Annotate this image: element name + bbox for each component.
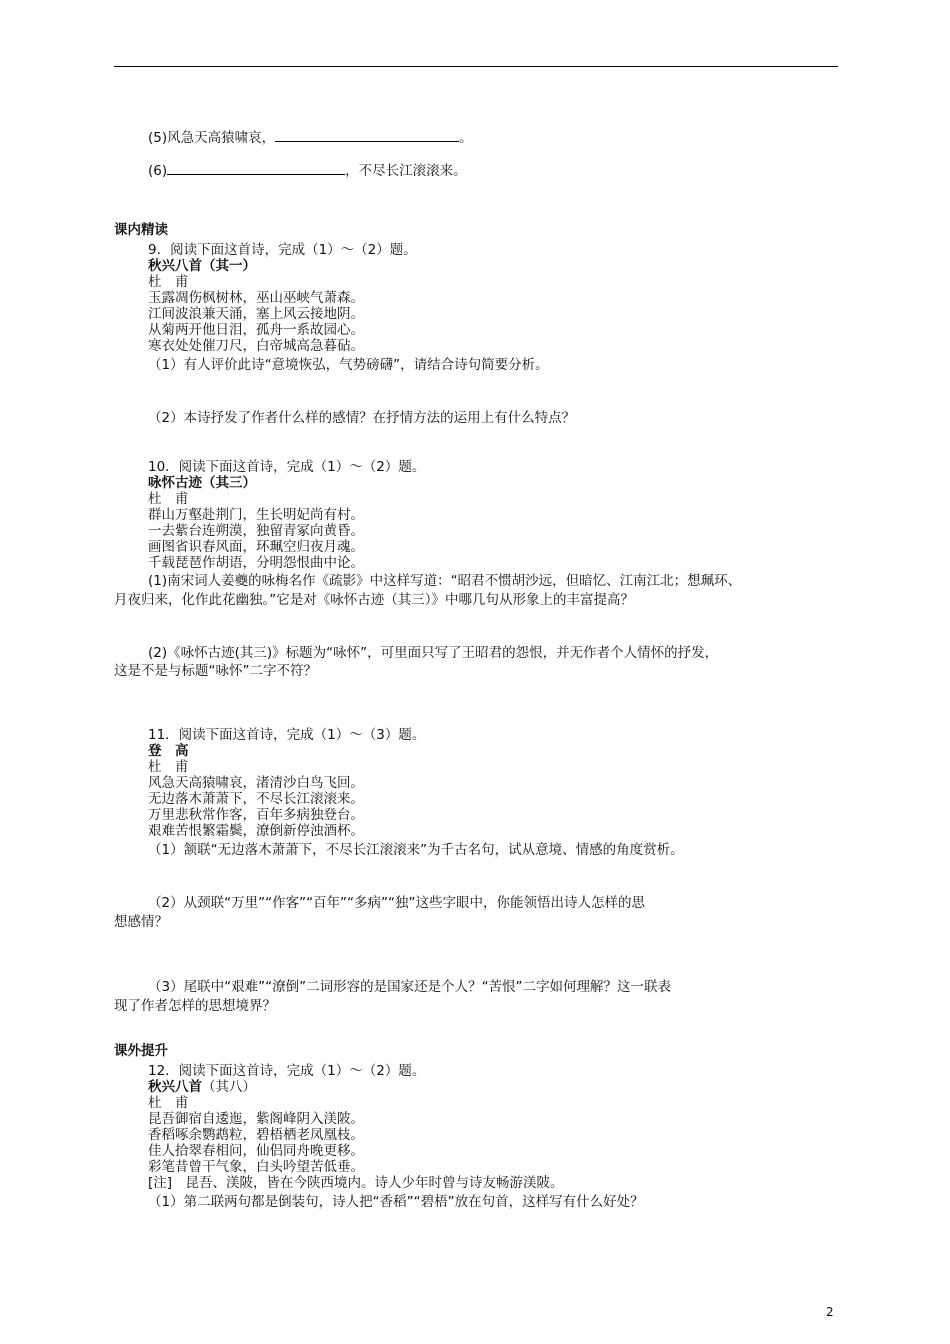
poem-line: 玉露凋伤枫树林，巫山巫峡气萧森。 [148,290,364,306]
section-heading: 课外提升 [114,1043,168,1059]
sub-question-cont: 现了作者怎样的思想境界？ [114,998,276,1014]
poem-line: 画图省识春风面，环珮空归夜月魂。 [148,539,364,555]
poem-line: 艰难苦恨繁霜鬓，潦倒新停浊酒杯。 [148,823,364,839]
poem-author: 杜 甫 [148,274,189,290]
poem-line: 从菊两开他日泪，孤舟一系故园心。 [148,322,364,338]
poem-line: 寒衣处处催刀尺，白帝城高急暮砧。 [148,338,364,354]
poem-author: 杜 甫 [148,1095,189,1111]
poem-title: 咏怀古迹（其三） [148,475,256,491]
poem-line: 昆吾御宿自逶迤，紫阁峰阴入渼陂。 [148,1111,364,1127]
sub-question-cont: 这是不是与标题“咏怀”二字不符？ [114,663,317,679]
poem-line: 群山万壑赴荆门，生长明妃尚有村。 [148,507,364,523]
poem-line: 彩笔昔曾干气象，白头吟望苦低垂。 [148,1159,364,1175]
poem-line: 千载琵琶作胡语，分明怨恨曲中论。 [148,555,364,571]
sub-question: （1）有人评价此诗“意境恢弘，气势磅礴”，请结合诗句简要分析。 [148,357,549,373]
sub-question: （2）本诗抒发了作者什么样的感情？在抒情方法的运用上有什么特点？ [148,410,576,426]
fill-item-6 [148,162,467,179]
question-prompt: 9．阅读下面这首诗，完成（1）～（2）题。 [148,242,417,258]
poem-line: 佳人拾翠春相问，仙侣同舟晚更移。 [148,1143,364,1159]
sub-question: (2)《咏怀古迹(其三)》标题为“咏怀”，可里面只写了王昭君的怨恨，并无作者个人情怀的抒发， [148,645,719,661]
poem-line: 无边落木萧萧下，不尽长江滚滚来。 [148,791,364,807]
poem-title: 秋兴八首（其一） [148,258,256,274]
poem-title: 秋兴八首 [148,1079,202,1095]
sub-question: （3）尾联中“艰难”“潦倒”二词形容的是国家还是个人？“苦恨”二字如何理解？这一联表 [148,979,672,995]
poem-title: 登 高 [148,743,189,759]
sub-question: （1）颔联“无边落木萧萧下，不尽长江滚滚来”为千古名句，试从意境、情感的角度赏析。 [148,842,684,858]
sub-question: (1)南宋词人姜夔的咏梅名作《疏影》中这样写道：“昭君不惯胡沙远，但暗忆、江南江北；想珮环、 [148,573,742,589]
footnote: [注] 昆吾、渼陂，皆在今陕西境内。诗人少年时曾与诗友畅游渼陂。 [148,1175,564,1191]
answer-blank-5[interactable] [275,129,459,142]
sub-question-cont: 想感情？ [114,914,168,930]
poem-title-line [148,1079,256,1095]
poem-line: 江间波浪兼天涌，塞上风云接地阴。 [148,306,364,322]
fill-item-5-prefix: (5)风急天高猿啸哀， [148,130,276,146]
section-heading: 课内精读 [114,222,168,238]
fill-item-6-prefix: (6) [148,163,168,179]
poem-line: 一去紫台连朔漠，独留青冢向黄昏。 [148,523,364,539]
sub-question: （2）从颈联“万里”“作客”“百年”“多病”“独”这些字眼中，你能领悟出诗人怎样的思 [148,895,646,911]
poem-title-suffix: （其八） [202,1079,256,1095]
question-prompt: 11．阅读下面这首诗，完成（1）～（3）题。 [148,727,426,743]
question-prompt: 12．阅读下面这首诗，完成（1）～（2）题。 [148,1063,426,1079]
poem-author: 杜 甫 [148,491,189,507]
fill-item-6-suffix: ，不尽长江滚滚来。 [345,163,467,179]
fill-item-5 [148,129,473,146]
sub-question-cont: 月夜归来，化作此花幽独。”它是对《咏怀古迹（其三）》中哪几句从形象上的丰富提高？ [114,592,634,608]
poem-line: 香稻啄余鹦鹉粒，碧梧栖老凤凰枝。 [148,1127,364,1143]
poem-line: 万里悲秋常作客，百年多病独登台。 [148,807,364,823]
poem-line: 风急天高猿啸哀，渚清沙白鸟飞回。 [148,775,364,791]
header-rule [114,66,838,67]
fill-item-5-suffix: 。 [459,130,473,146]
page-number: 2 [826,1305,834,1319]
answer-blank-6[interactable] [167,162,345,175]
question-prompt: 10．阅读下面这首诗，完成（1）～（2）题。 [148,459,426,475]
sub-question: （1）第二联两句都是倒装句，诗人把“香稻”“碧梧”放在句首，这样写有什么好处？ [148,1194,644,1210]
poem-author: 杜 甫 [148,759,189,775]
